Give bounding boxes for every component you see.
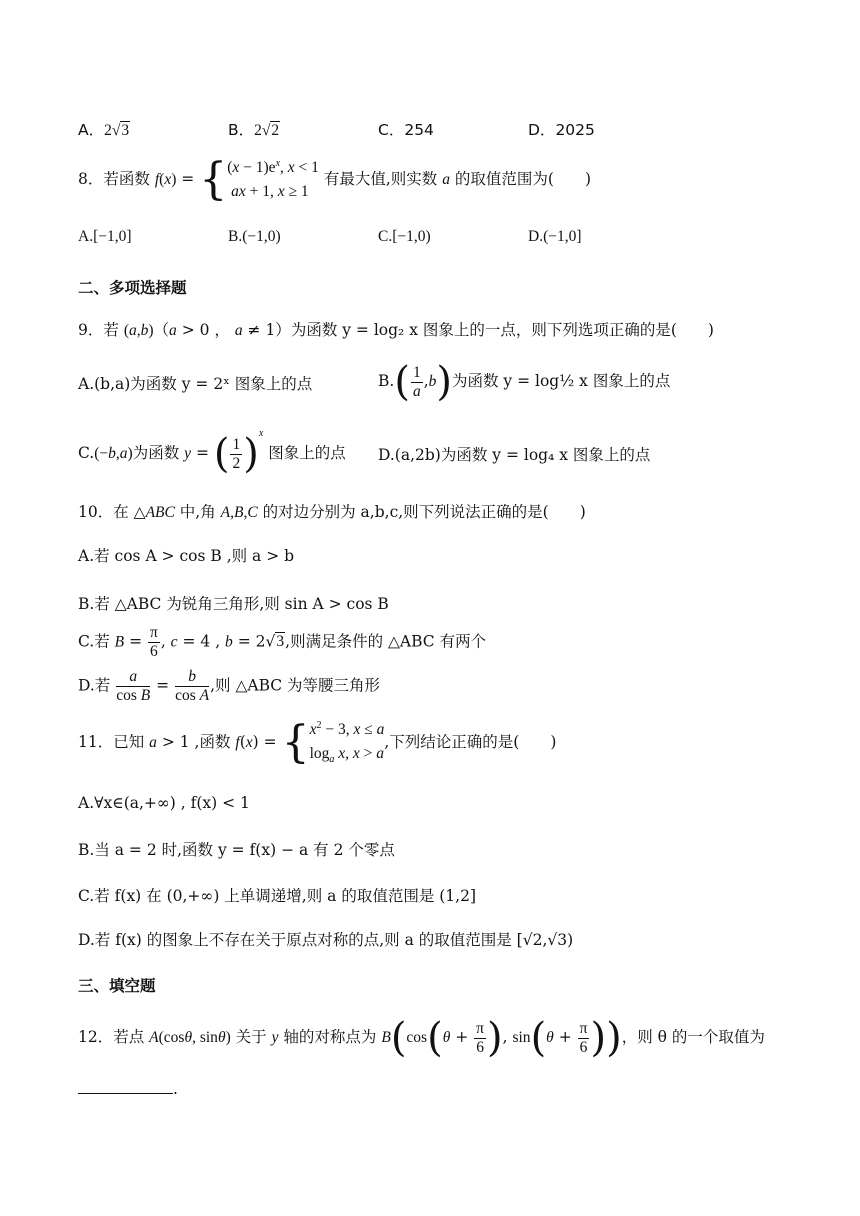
q7-option-b: B．2√2 (228, 121, 280, 139)
q10-option-b: B.若 △ABC 为锐角三角形,则 sin A > cos B (78, 595, 389, 613)
q12-answer-blank[interactable]: . (78, 1080, 178, 1098)
q11-option-a: A.∀x∈(a,+∞) , f(x) < 1 (78, 794, 250, 812)
q8-option-a: A.[−1,0] (78, 228, 132, 245)
q10-option-d: D.若 $\frac{a}{\text{cos B}}$ = $\frac{b}{\text{cos A}}$ ,则 △ABC 为等腰三角形 (78, 668, 381, 704)
q8-option-c: C.[−1,0) (378, 228, 431, 245)
question-8: 8．若函数 f(x) = { $(x - 1)e^x$, x < 1 ax + 1, x ≥ 1 有最大值,则实数 a 的取值范围为( ) (78, 154, 592, 206)
q9-option-a: A.(b,a)为函数 y = 2ˣ 图象上的点 (78, 375, 313, 393)
question-11: 11．已知 a > 1 ,函数 f(x) = { $x^2 - 3$, x ≤ a $\log_a x$, x > a ,下列结论正确的是( ) (78, 716, 557, 768)
q9-option-b: B.( $\frac{1}{a}$ ,b)为函数 y = log½ x 图象上的点 (378, 359, 671, 405)
q7-option-d: D．2025 (528, 121, 595, 139)
question-9: 9．若 (a,b)（a > 0 ， a ≠ 1）为函数 y = log₂ x 图象上的一点，则下列选项正确的是( ) (78, 321, 714, 339)
q9-option-c: C.(−b,a)为函数 y = ( $\frac{1}{2}$ )$^x$ 图象上的点 (78, 428, 346, 477)
q8-option-d: D.(−1,0] (528, 228, 582, 245)
q9-option-d: D.(a,2b)为函数 y = log₄ x 图象上的点 (378, 446, 651, 464)
question-10: 10．在 △ABC 中,角 A,B,C 的对边分别为 a,b,c,则下列说法正确的是( ) (78, 503, 586, 521)
q11-option-b: B.当 a = 2 时,函数 y = f(x) − a 有 2 个零点 (78, 841, 395, 859)
question-12: 12．若点 A(cosθ, sinθ) 关于 y 轴的对称点为 B(cos(θ + $\frac{\pi}{6}$ ), sin(θ + $\frac{\pi}{6}$ ))，则 θ 的一个取值为 (78, 1015, 765, 1061)
q7-option-c: C．254 (378, 121, 434, 139)
section-heading-fill-in: 三、填空题 (78, 977, 156, 995)
q11-option-c: C.若 f(x) 在 (0,+∞) 上单调递增,则 a 的取值范围是 (1,2] (78, 887, 476, 905)
q11-option-d: D.若 f(x) 的图象上不存在关于原点对称的点,则 a 的取值范围是 [√2,√3) (78, 931, 574, 949)
section-heading-multiple-choice: 二、多项选择题 (78, 279, 187, 297)
q8-option-b: B.(−1,0) (228, 228, 281, 245)
q10-option-a: A.若 cos A > cos B ,则 a > b (78, 547, 295, 565)
q10-option-c: C.若 B = $\frac{\pi}{6}$ , c = 4 , b = 2√3,则满足条件的 △ABC 有两个 (78, 624, 487, 660)
q7-option-a: A．2√3 (78, 121, 130, 139)
